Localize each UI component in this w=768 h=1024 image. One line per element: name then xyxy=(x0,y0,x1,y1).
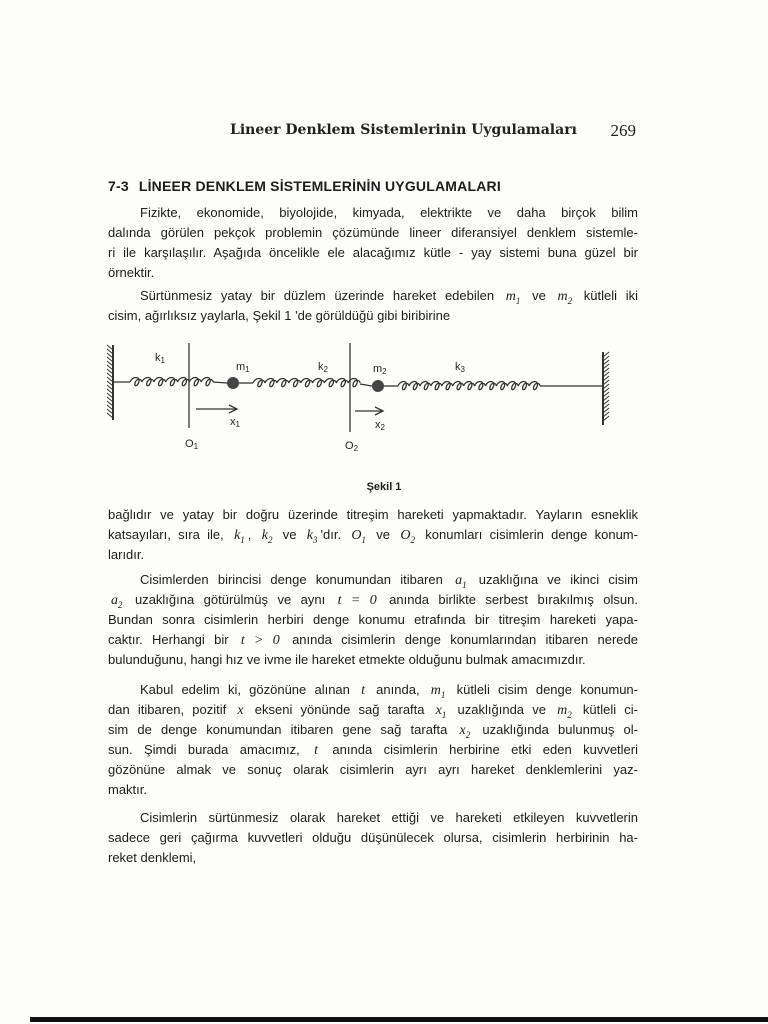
math-subscript: 2 xyxy=(567,709,572,720)
text-line xyxy=(108,525,638,545)
text-run: örnektir. xyxy=(108,265,155,280)
math-subscript: 1 xyxy=(361,534,366,545)
text-line xyxy=(108,650,638,670)
text-run: larıdır. xyxy=(108,547,145,562)
math-symbol xyxy=(348,528,369,543)
text-run: bağlıdır ve yatay bir doğru üzerinde titreşim hareketi yapmaktadır. Yayların esneklik xyxy=(108,507,638,522)
text-run: sim de denge konumundan itibaren gene sağ tarafta xyxy=(108,722,457,737)
text-run: cisim, ağırlıksız yaylarla, Şekil 1 'de görüldüğü gibi biribirine xyxy=(108,308,451,323)
math-symbol xyxy=(259,528,276,543)
text-run: ve xyxy=(369,527,398,542)
section-title: LİNEER DENKLEM SİSTEMLERİNİN UYGULAMALARI xyxy=(138,178,501,194)
text-run: uzaklığına ve ikinci cisim xyxy=(469,572,638,587)
text-run: Fizikte, ekonomide, biyolojide, kimyada, elektrikte ve daha birçok bilim xyxy=(140,205,638,220)
math-base: O xyxy=(400,528,411,543)
text-run: dalında görülen pekçok problemin çözümünde lineer diferansiyel denklem sistemle- xyxy=(108,225,638,240)
math-subscript: 2 xyxy=(118,599,123,610)
math-base: a xyxy=(455,573,463,588)
math-base: m xyxy=(557,703,568,718)
math-subscript: 1 xyxy=(441,709,447,720)
label-x1: x1 xyxy=(230,416,240,429)
spring-k1 xyxy=(130,378,213,386)
text-run: anında birlikte serbest bırakılmış olsun. xyxy=(379,592,638,607)
math-base: k xyxy=(261,528,268,543)
math-base: t = 0 xyxy=(337,593,377,608)
figure-mass-spring-diagram xyxy=(0,0,768,470)
label-m2: m2 xyxy=(373,363,387,376)
text-run: sun. Şimdi burada amacımız, xyxy=(108,742,312,757)
connector xyxy=(360,384,372,386)
text-line xyxy=(108,760,638,780)
label-o1: O1 xyxy=(185,438,199,451)
math-base: x xyxy=(459,723,466,738)
math-base: t xyxy=(361,683,365,698)
text-run: katsayıları, sıra ile, xyxy=(108,527,232,542)
math-symbol xyxy=(108,593,126,608)
page-number: 269 xyxy=(610,121,636,140)
math-subscript: 2 xyxy=(410,534,415,545)
text-run: reket denklemi, xyxy=(108,850,197,865)
text-run: dan itibaren, pozitif xyxy=(108,702,235,717)
math-subscript: 1 xyxy=(515,295,521,306)
text-run: 'dır. xyxy=(320,527,349,542)
text-run: uzaklığında bulunmuş ol- xyxy=(473,722,638,737)
math-base: m xyxy=(505,289,516,304)
text-line xyxy=(108,740,638,760)
text-run: uzaklığında ve xyxy=(449,702,555,717)
paragraph xyxy=(108,680,638,800)
paragraph xyxy=(108,570,638,670)
text-line xyxy=(108,848,638,868)
text-line xyxy=(108,720,638,740)
math-symbol xyxy=(304,528,321,543)
mass-m1 xyxy=(227,377,239,389)
text-run: bulunduğunu, hangi hız ve ivme ile hareket etmekte olduğunu bulmak amacımızdır. xyxy=(108,652,586,667)
math-base: k xyxy=(234,528,241,543)
paragraph xyxy=(108,505,638,565)
math-base: k xyxy=(306,528,314,543)
header-title: Lineer Denklem Sistemlerinin Uygulamaları xyxy=(230,122,577,138)
math-base: O xyxy=(351,528,362,543)
text-line xyxy=(108,610,638,630)
text-run: caktır. Herhangi bir xyxy=(108,632,238,647)
math-subscript: 2 xyxy=(465,729,471,740)
math-symbol xyxy=(433,703,450,718)
math-subscript: 2 xyxy=(267,534,273,545)
text-run: Cisimlerin sürtünmesiz olarak hareket ettiği ve hareketi etkileyen kuvvetlerin xyxy=(140,810,638,825)
text-run: ekseni yönünde sağ tarafta xyxy=(246,702,433,717)
text-run: Sürtünmesiz yatay bir düzlem üzerinde hareket edebilen xyxy=(140,288,503,303)
math-symbol xyxy=(397,528,418,543)
spring-k3 xyxy=(398,382,540,390)
math-base: m xyxy=(557,289,568,304)
text-run: Bundan sonra cisimlerin herbiri denge konumu etrafında bir titreşim hareketi yapa- xyxy=(108,612,638,627)
figure-caption: Şekil 1 xyxy=(366,481,402,493)
math-base: t > 0 xyxy=(240,633,280,648)
text-line xyxy=(108,505,638,525)
text-line xyxy=(108,828,638,848)
section-number: 7-3 xyxy=(108,178,129,194)
math-symbol xyxy=(234,703,246,718)
text-line xyxy=(108,590,638,610)
math-symbol xyxy=(457,723,474,738)
label-m1: m1 xyxy=(236,361,250,374)
math-subscript: 3 xyxy=(313,534,318,545)
text-run: kütleli cisim denge konumun- xyxy=(448,682,638,697)
math-subscript: 1 xyxy=(240,534,245,545)
text-run: kütleli ci- xyxy=(574,702,638,717)
math-subscript: 1 xyxy=(462,579,467,590)
text-run: ve xyxy=(523,288,555,303)
connector xyxy=(213,382,227,383)
math-base: x xyxy=(435,703,442,718)
math-base: x xyxy=(237,703,244,718)
text-run: anında cisimlerin herbirine etki eden kuvvetleri xyxy=(321,742,638,757)
math-symbol xyxy=(311,743,321,758)
text-line xyxy=(108,630,638,650)
label-k2: k2 xyxy=(318,361,328,374)
text-run: ri ile karşılaşılır. Aşağıda öncelikle ele alacağımız kütle - yay sistemi buna güzel bir xyxy=(108,245,638,260)
text-run: , xyxy=(247,527,259,542)
math-base: a xyxy=(111,593,118,608)
math-symbol xyxy=(238,633,283,648)
mass-m2 xyxy=(372,380,384,392)
spring-k2 xyxy=(253,379,360,387)
label-k1: k1 xyxy=(155,352,165,365)
text-run: konumları cisimlerin denge konum- xyxy=(417,527,638,542)
text-run: gözönüne almak ve sonuç olarak cisimlerin ayrı ayrı hareket denklemlerini yaz- xyxy=(108,762,638,777)
math-symbol xyxy=(428,683,449,698)
text-run: sadece geri çağırma kuvvetleri olduğu düşünülecek olursa, cisimlerin herbirinin ha- xyxy=(108,830,638,845)
text-line xyxy=(108,808,638,828)
text-line xyxy=(108,570,638,590)
text-run: kütleli iki xyxy=(575,288,638,303)
label-o2: O2 xyxy=(345,440,359,453)
math-base: m xyxy=(430,683,441,698)
math-subscript: 2 xyxy=(567,295,573,306)
page-bottom-edge xyxy=(30,1017,768,1022)
text-run: Cisimlerden birincisi denge konumundan itibaren xyxy=(140,572,453,587)
paragraph xyxy=(108,808,638,868)
label-k3: k3 xyxy=(455,361,465,374)
text-run: ve xyxy=(275,527,304,542)
text-run: Kabul edelim ki, gözönüne alınan xyxy=(140,682,359,697)
math-symbol xyxy=(452,573,470,588)
math-symbol xyxy=(358,683,368,698)
text-line xyxy=(108,680,638,700)
text-run: anında cisimlerin denge konumlarından itibaren nerede xyxy=(282,632,638,647)
text-line xyxy=(108,780,638,800)
math-base: t xyxy=(314,743,319,758)
math-symbol xyxy=(335,593,380,608)
label-x2: x2 xyxy=(375,419,385,432)
text-line xyxy=(108,700,638,720)
math-symbol xyxy=(231,528,248,543)
math-subscript: 1 xyxy=(440,689,446,700)
text-run: uzaklığına götürülmüş ve aynı xyxy=(125,592,335,607)
text-line xyxy=(108,545,638,565)
text-run: anında, xyxy=(367,682,428,697)
math-symbol xyxy=(554,703,575,718)
text-run: maktır. xyxy=(108,782,148,797)
